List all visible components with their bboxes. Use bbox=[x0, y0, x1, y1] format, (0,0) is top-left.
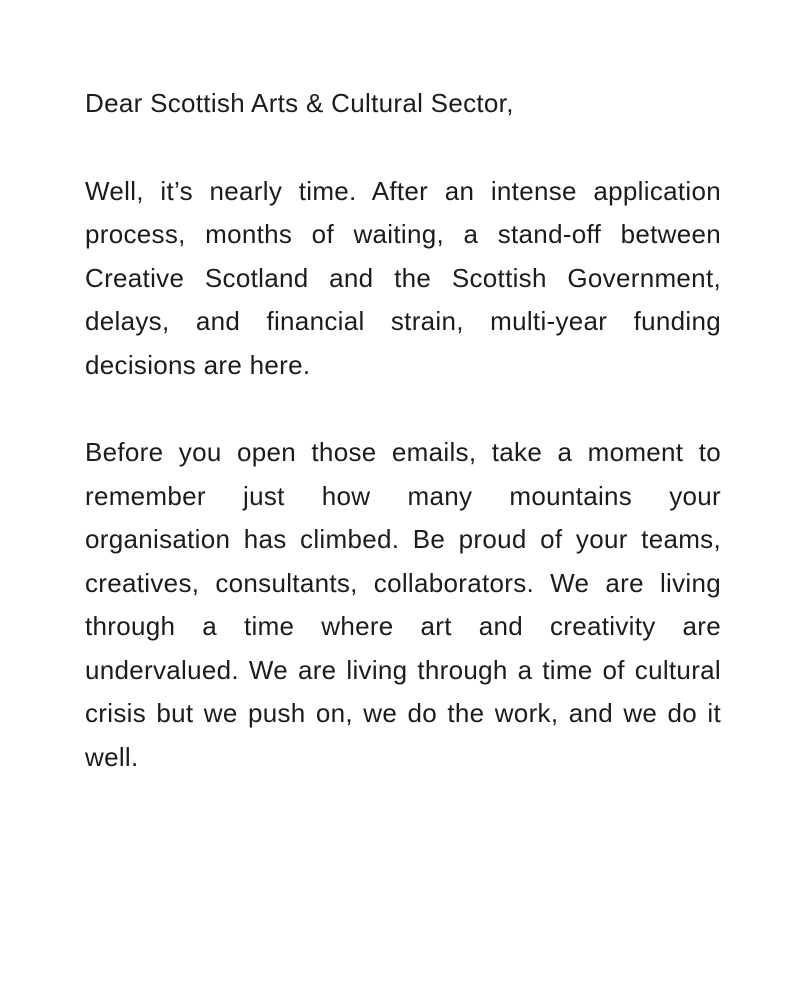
letter-paragraph-2: Before you open those emails, take a moment to remember just how many mountains your organisation has climbed. Be proud of your teams, creatives, consultants, collaborators. We are living through a time where art and creativity are undervalued. We are living through a time of cultural crisis but we push on, we do the work, and we do it well. bbox=[85, 437, 721, 772]
letter-salutation: Dear Scottish Arts & Cultural Sector, bbox=[85, 88, 514, 118]
letter-body bbox=[85, 82, 721, 779]
letter-paragraph-1: Well, it’s nearly time. After an intense application process, months of waiting, a stand-off between Creative Scotland and the Scottish Government, delays, and financial strain, multi-year funding decisions are here. bbox=[85, 175, 721, 380]
